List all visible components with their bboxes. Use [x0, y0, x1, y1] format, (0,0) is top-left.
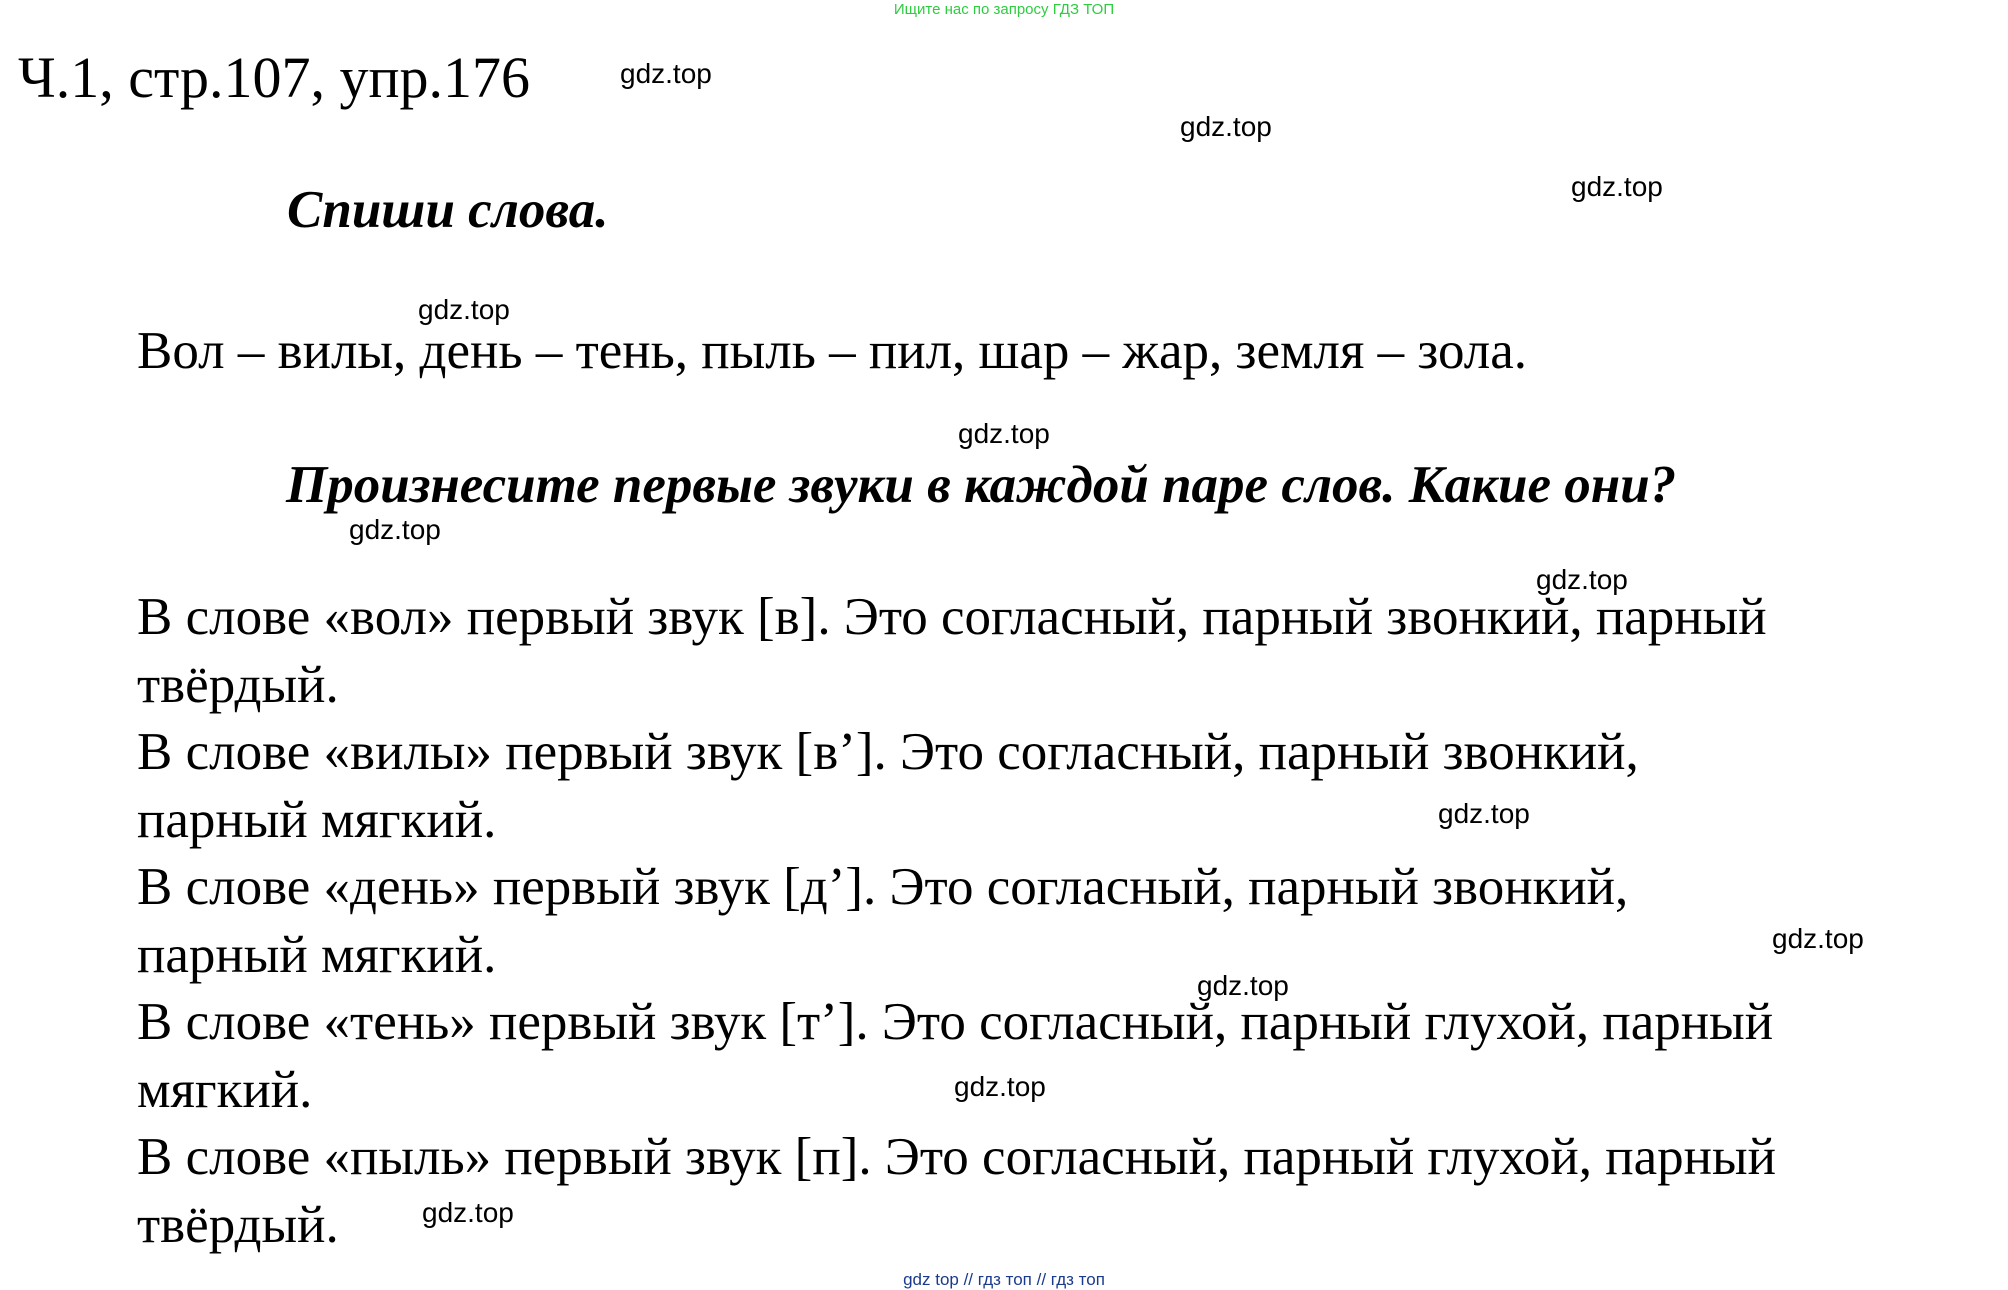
answer-line: твёрдый. [137, 1195, 339, 1254]
watermark: gdz.top [1438, 798, 1530, 829]
watermark: gdz.top [1772, 923, 1864, 954]
watermark: gdz.top [1197, 970, 1289, 1001]
footer-watermark: gdz top // гдз топ // гдз топ [903, 1270, 1105, 1289]
watermark: gdz.top [1180, 111, 1272, 142]
answer-line: В слове «пыль» первый звук [п]. Это согласный, парный глухой, парный [137, 1128, 1776, 1186]
watermark: gdz.top [418, 294, 510, 325]
task-heading-copy-words: Спиши слова. [287, 181, 609, 239]
answer-line: мягкий. [137, 1060, 313, 1119]
answer-line: В слове «тень» первый звук [т’]. Это согласный, парный глухой, парный [137, 993, 1774, 1051]
answer-line: парный мягкий. [137, 790, 497, 849]
page-title: Ч.1, стр.107, упр.176 [18, 45, 531, 110]
watermark: gdz.top [349, 514, 441, 545]
watermark: gdz.top [958, 418, 1050, 449]
answer-line: парный мягкий. [137, 925, 497, 984]
watermark: gdz.top [620, 58, 712, 89]
watermark: gdz.top [954, 1071, 1046, 1102]
task-heading-first-sounds: Произнесите первые звуки в каждой паре слов. Какие они? [286, 456, 1677, 514]
answer-block [137, 584, 1987, 1259]
word-pairs-line: Вол – вилы, день – тень, пыль – пил, шар – жар, земля – зола. [137, 322, 1528, 380]
answer-line: В слове «вилы» первый звук [в’]. Это согласный, парный звонкий, [137, 723, 1639, 781]
answer-line: В слове «вол» первый звук [в]. Это согласный, парный звонкий, парный [137, 588, 1767, 646]
watermark: gdz.top [422, 1197, 514, 1228]
top-banner: Ищите нас по запросу ГДЗ ТОП [893, 1, 1115, 18]
watermark: gdz.top [1536, 564, 1628, 595]
answer-line: В слове «день» первый звук [д’]. Это согласный, парный звонкий, [137, 858, 1629, 916]
watermark: gdz.top [1571, 171, 1663, 202]
answer-line: твёрдый. [137, 655, 339, 714]
